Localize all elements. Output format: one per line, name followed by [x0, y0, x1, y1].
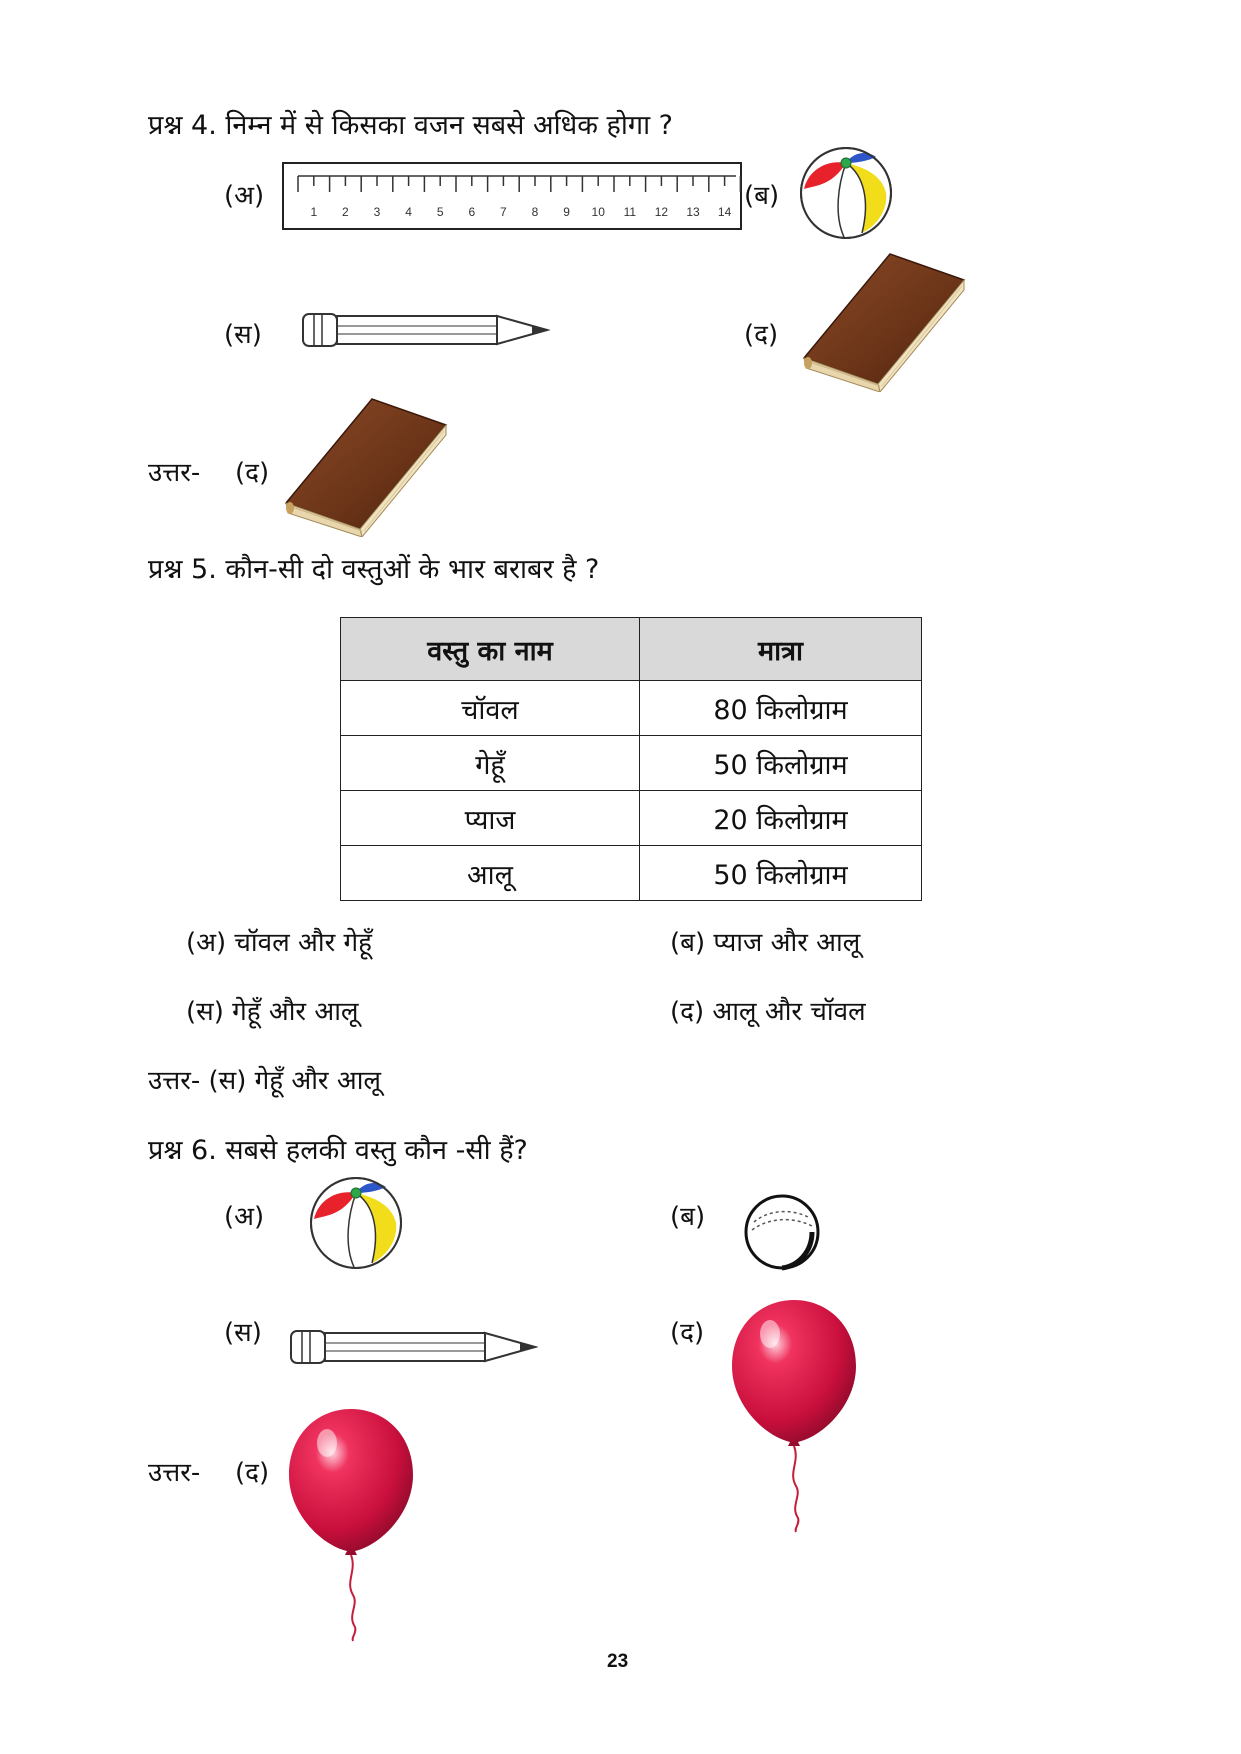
- q6-option-b-label: (ब): [670, 1202, 706, 1232]
- cricket-ball-icon: [742, 1192, 822, 1272]
- q6-option-a-label: (अ): [224, 1202, 265, 1232]
- ruler-number: 4: [405, 205, 412, 219]
- beach-ball-icon: [798, 145, 894, 241]
- weight-table: [340, 617, 922, 901]
- ruler-number: 5: [436, 205, 444, 219]
- ruler-number: 14: [717, 205, 732, 219]
- beach-ball-icon: [308, 1175, 404, 1271]
- q6-option-d-label: (द): [670, 1318, 705, 1348]
- pencil-icon: [300, 308, 550, 354]
- ruler-number: 11: [623, 205, 637, 219]
- q4-answer-option: (द): [235, 458, 270, 488]
- table-header-quantity: मात्रा: [640, 618, 922, 681]
- table-row: [341, 791, 922, 846]
- balloon-icon: [728, 1296, 860, 1536]
- table-cell-item: आलू: [341, 846, 640, 901]
- q4-option-a-label: (अ): [224, 181, 265, 211]
- table-header-item: वस्तु का नाम: [341, 618, 640, 681]
- answer-book-icon: [280, 395, 450, 537]
- ruler-number: 12: [654, 205, 669, 219]
- pencil-icon: [288, 1325, 538, 1371]
- q6-answer-option: (द): [235, 1458, 270, 1488]
- table-cell-quantity: 50 किलोग्राम: [640, 846, 922, 901]
- question-4: प्रश्न 4. निम्न में से किसका वजन सबसे अधिक होगा ?: [148, 110, 673, 141]
- book-icon: [798, 250, 968, 392]
- q4-option-c-label: (स): [224, 320, 262, 350]
- q5-answer: उत्तर- (स) गेहूँ और आलू: [148, 1066, 382, 1096]
- ruler-number: 7: [500, 205, 507, 219]
- q6-option-c-label: (स): [224, 1318, 262, 1348]
- question-5: प्रश्न 5. कौन-सी दो वस्तुओं के भार बराबर है ?: [148, 554, 600, 585]
- q6-answer-label: उत्तर-: [148, 1458, 201, 1488]
- answer-balloon-icon: [285, 1405, 417, 1645]
- ruler-number: 8: [531, 205, 539, 219]
- q4-option-d-label: (द): [744, 320, 779, 350]
- table-row: [341, 736, 922, 791]
- ruler-icon: [282, 162, 742, 230]
- q5-option-c: (स) गेहूँ और आलू: [186, 997, 359, 1027]
- table-cell-quantity: 20 किलोग्राम: [640, 791, 922, 846]
- table-cell-quantity: 80 किलोग्राम: [640, 681, 922, 736]
- table-row: [341, 846, 922, 901]
- table-cell-item: प्याज: [341, 791, 640, 846]
- q5-option-b: (ब) प्याज और आलू: [670, 928, 861, 958]
- ruler-number: 9: [563, 205, 570, 219]
- question-6: प्रश्न 6. सबसे हलकी वस्तु कौन -सी हैं?: [148, 1135, 528, 1166]
- ruler-number: 3: [373, 205, 381, 219]
- ruler-number: 13: [686, 205, 700, 219]
- q4-answer-label: उत्तर-: [148, 458, 201, 488]
- page-number: 23: [607, 1651, 629, 1672]
- q4-option-b-label: (ब): [744, 181, 780, 211]
- ruler-number: 1: [310, 205, 318, 219]
- table-cell-item: चॉवल: [341, 681, 640, 736]
- ruler-number: 2: [342, 205, 349, 219]
- ruler-number: 6: [468, 205, 476, 219]
- table-cell-item: गेहूँ: [341, 736, 640, 791]
- q5-option-a: (अ) चॉवल और गेहूँ: [186, 928, 372, 958]
- q5-option-d: (द) आलू और चॉवल: [670, 997, 866, 1027]
- ruler-number: 10: [591, 205, 605, 219]
- table-cell-quantity: 50 किलोग्राम: [640, 736, 922, 791]
- table-row: [341, 681, 922, 736]
- table-header-row: [341, 618, 922, 681]
